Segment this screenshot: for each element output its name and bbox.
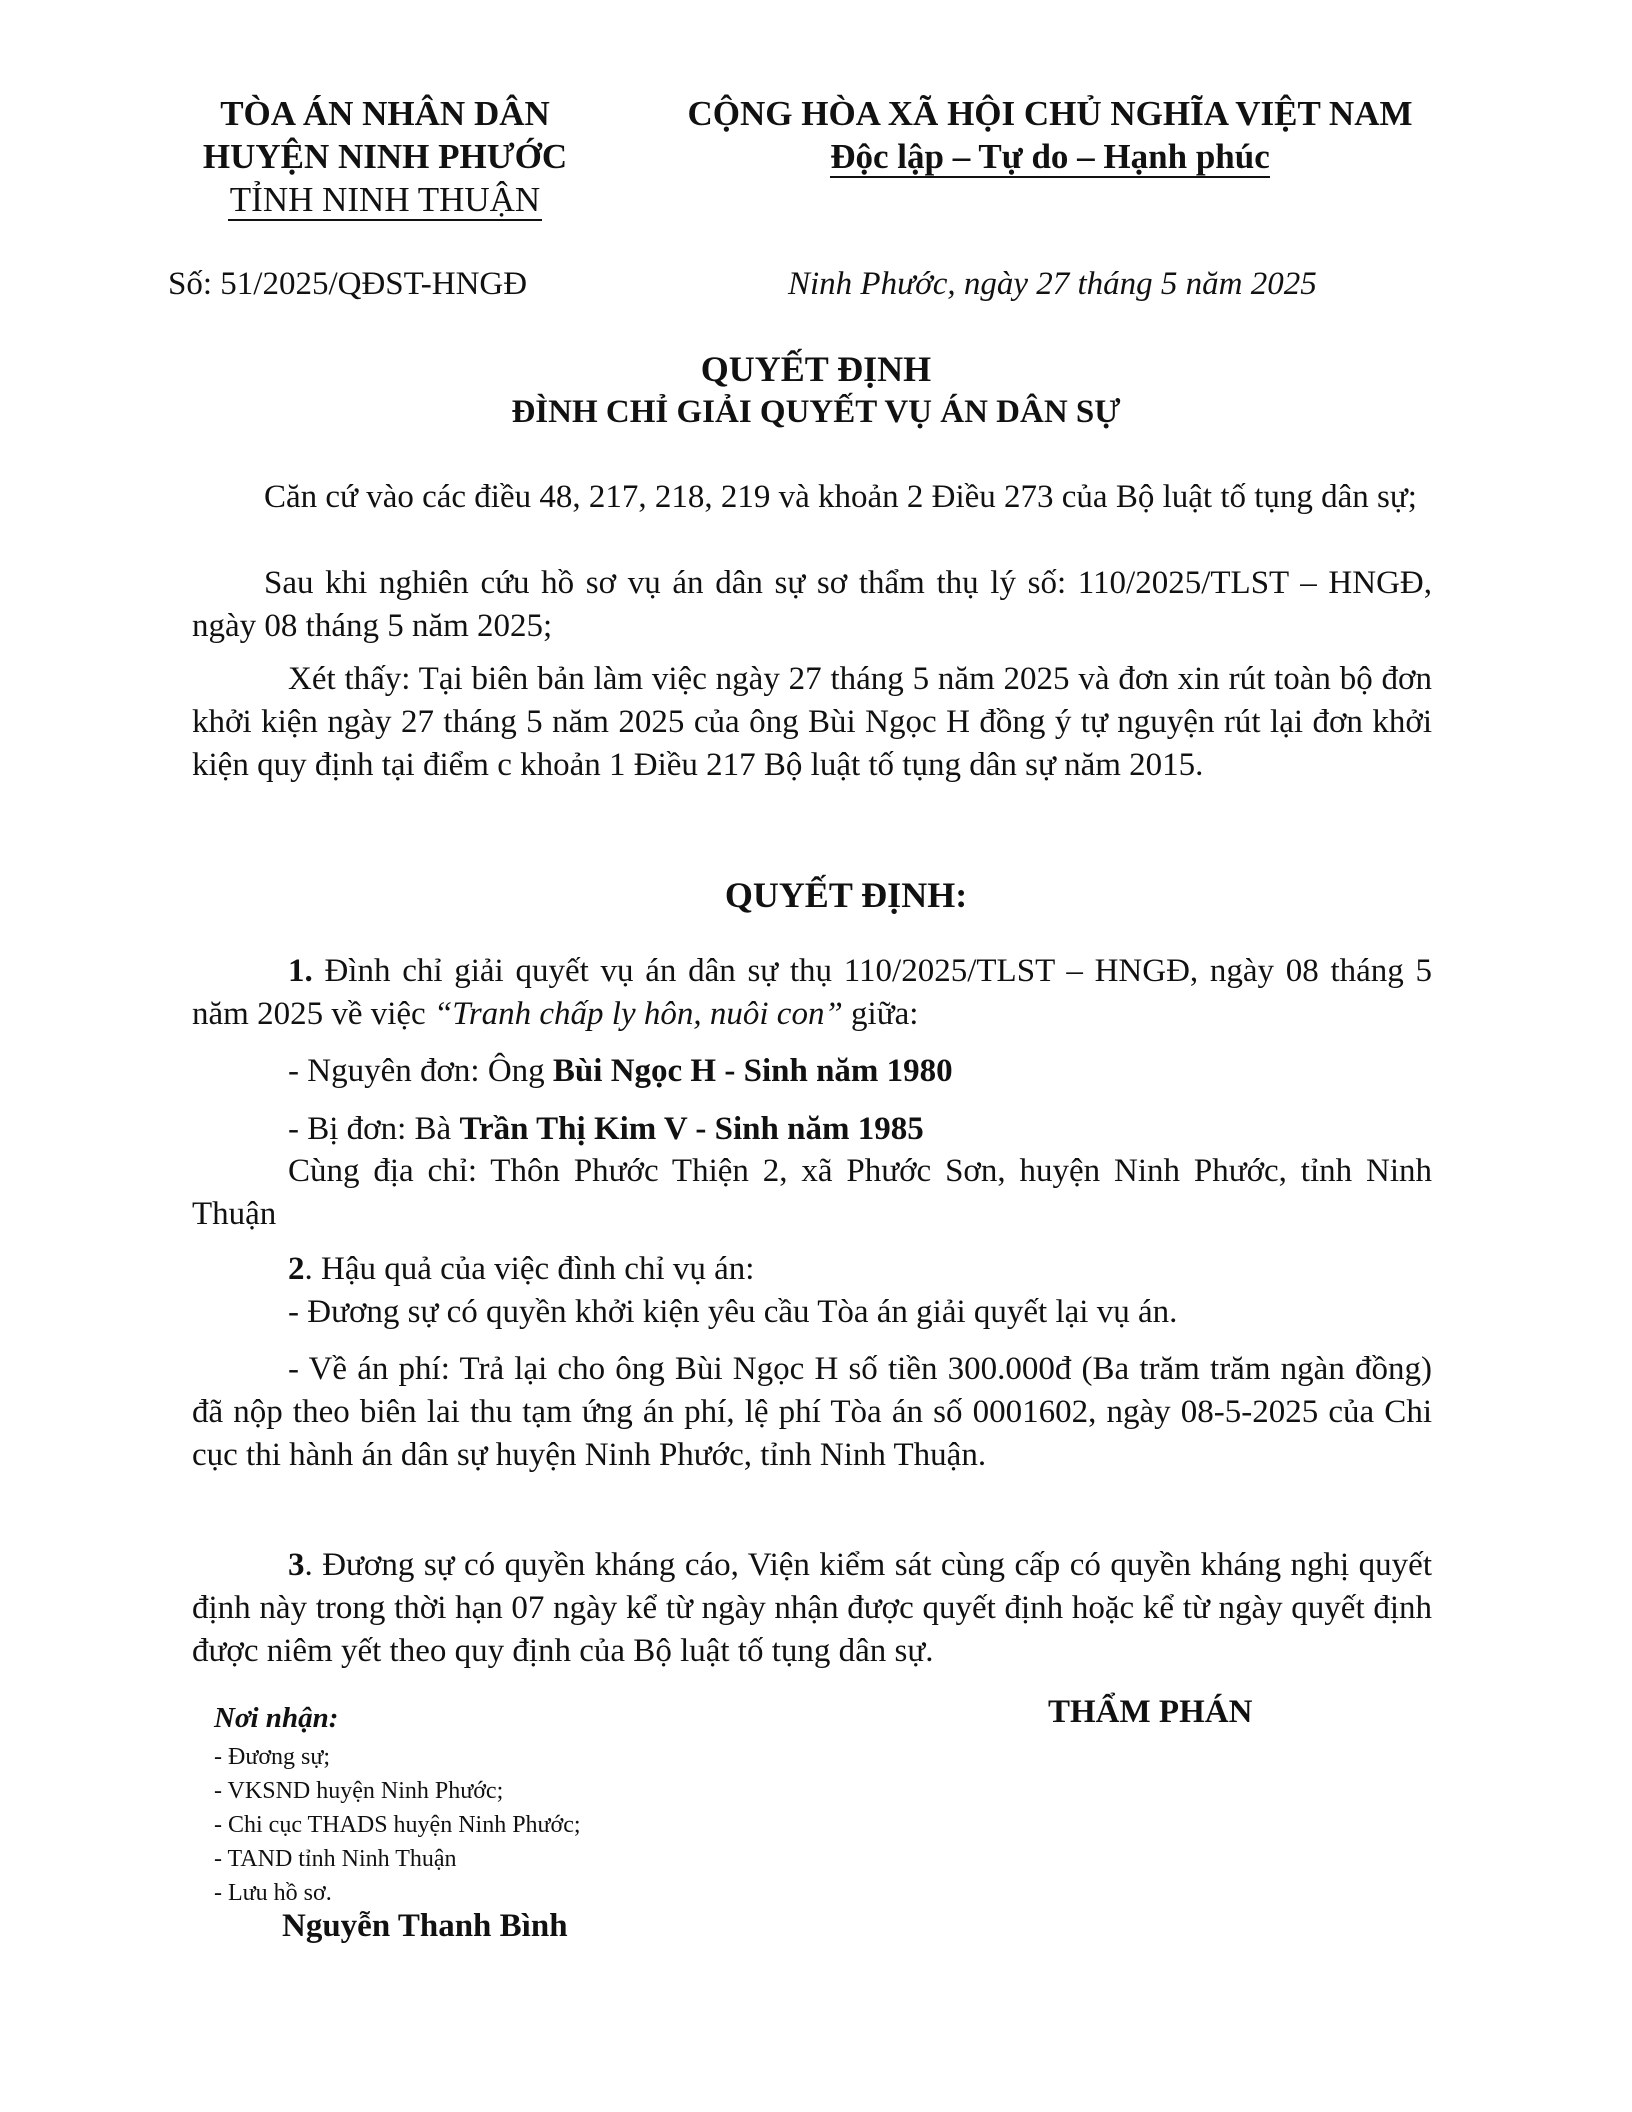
item-1-text-a: Đình chỉ giải quyết vụ án dân sự thụ 110/2025/TLST – HNGĐ, ngày 08 tháng 5 năm 2025 về việc (192, 953, 1432, 1032)
item-3-number: 3 (288, 1547, 305, 1583)
recipient-item: - VKSND huyện Ninh Phước; (214, 1778, 504, 1804)
parties-address: Cùng địa chỉ: Thôn Phước Thiện 2, xã Phước Sơn, huyện Ninh Phước, tỉnh Ninh Thuận (192, 1153, 1432, 1232)
plaintiff-name: Bùi Ngọc H - Sinh năm 1980 (552, 1053, 953, 1089)
preamble-review: Sau khi nghiên cứu hồ sơ vụ án dân sự sơ thẩm thụ lý số: 110/2025/TLST – HNGĐ, ngày 08 tháng 5 năm 2025; (192, 565, 1432, 644)
recipients-heading: Nơi nhận: (214, 1702, 339, 1734)
court-header (150, 92, 620, 221)
judge-title: THẨM PHÁN (1048, 1694, 1253, 1730)
item-2-number: 2 (288, 1251, 305, 1287)
document-number: Số: 51/2025/QĐST-HNGĐ (168, 266, 528, 302)
judge-name: Nguyễn Thanh Bình (282, 1908, 568, 1944)
decision-item-2 (288, 1248, 754, 1291)
preamble-basis: Căn cứ vào các điều 48, 217, 218, 219 và khoản 2 Điều 273 của Bộ luật tố tụng dân sự; (264, 479, 1417, 515)
plaintiff-prefix: - Nguyên đơn: Ông (288, 1053, 553, 1089)
recipients-block (214, 1700, 581, 1910)
recipient-item: - Chi cục THADS huyện Ninh Phước; (214, 1812, 581, 1838)
item-3-text: . Đương sự có quyền kháng cáo, Viện kiểm sát cùng cấp có quyền kháng nghị quyết định này trong thời hạn 07 ngày kể từ ngày nhận được quyết định hoặc kể từ ngày quyết định được niêm yết theo quy định của Bộ luật tố tụng dân sự. (192, 1547, 1432, 1669)
item-2-text: . Hậu quả của việc đình chỉ vụ án: (304, 1251, 755, 1287)
nation-name: CỘNG HÒA XÃ HỘI CHỦ NGHĨA VIỆT NAM (687, 94, 1413, 133)
decision-item-3 (192, 1544, 1432, 1673)
item-2-bullet-2: - Về án phí: Trả lại cho ông Bùi Ngọc H số tiền 300.000đ (Ba trăm trăm ngàn đồng) đã nộp theo biên lai thu tạm ứng án phí, lệ phí Tòa án số 0001602, ngày 08-5-2025 của Chi cục thi hành án dân sự huyện Ninh Phước, tỉnh Ninh Thuận. (192, 1351, 1432, 1473)
defendant-prefix: - Bị đơn: Bà (288, 1111, 460, 1147)
case-name: “Tranh chấp ly hôn, nuôi con” (433, 996, 843, 1032)
national-header (620, 92, 1480, 178)
court-name-line2: HUYỆN NINH PHƯỚC (202, 137, 568, 176)
recipient-item: - TAND tỉnh Ninh Thuận (214, 1846, 457, 1872)
item-1-text-b: giữa: (842, 996, 919, 1032)
document-date: Ninh Phước, ngày 27 tháng 5 năm 2025 (788, 266, 1317, 302)
item-1-number: 1. (288, 953, 313, 989)
document-subtitle: ĐÌNH CHỈ GIẢI QUYẾT VỤ ÁN DÂN SỰ (511, 394, 1121, 430)
plaintiff-line (288, 1050, 953, 1093)
recipient-item: - Đương sự; (214, 1744, 331, 1770)
defendant-line (288, 1108, 924, 1151)
national-motto: Độc lập – Tự do – Hạnh phúc (830, 137, 1270, 176)
recipient-item: - Lưu hồ sơ. (214, 1880, 332, 1906)
court-province: TỈNH NINH THUẬN (229, 180, 541, 219)
decision-heading: QUYẾT ĐỊNH: (724, 875, 968, 915)
preamble-consideration: Xét thấy: Tại biên bản làm việc ngày 27 tháng 5 năm 2025 và đơn xin rút toàn bộ đơn khởi kiện ngày 27 tháng 5 năm 2025 của ông Bùi Ngọc H đồng ý tự nguyện rút lại đơn khởi kiện quy định tại điểm c khoản 1 Điều 217 Bộ luật tố tụng dân sự năm 2015. (192, 661, 1432, 783)
defendant-name: Trần Thị Kim V - Sinh năm 1985 (459, 1111, 924, 1147)
decision-item-1 (192, 950, 1432, 1036)
item-2-bullet-1: - Đương sự có quyền khởi kiện yêu cầu Tòa án giải quyết lại vụ án. (288, 1294, 1178, 1330)
court-name-line1: TÒA ÁN NHÂN DÂN (220, 94, 550, 133)
document-title: QUYẾT ĐỊNH (700, 349, 932, 389)
